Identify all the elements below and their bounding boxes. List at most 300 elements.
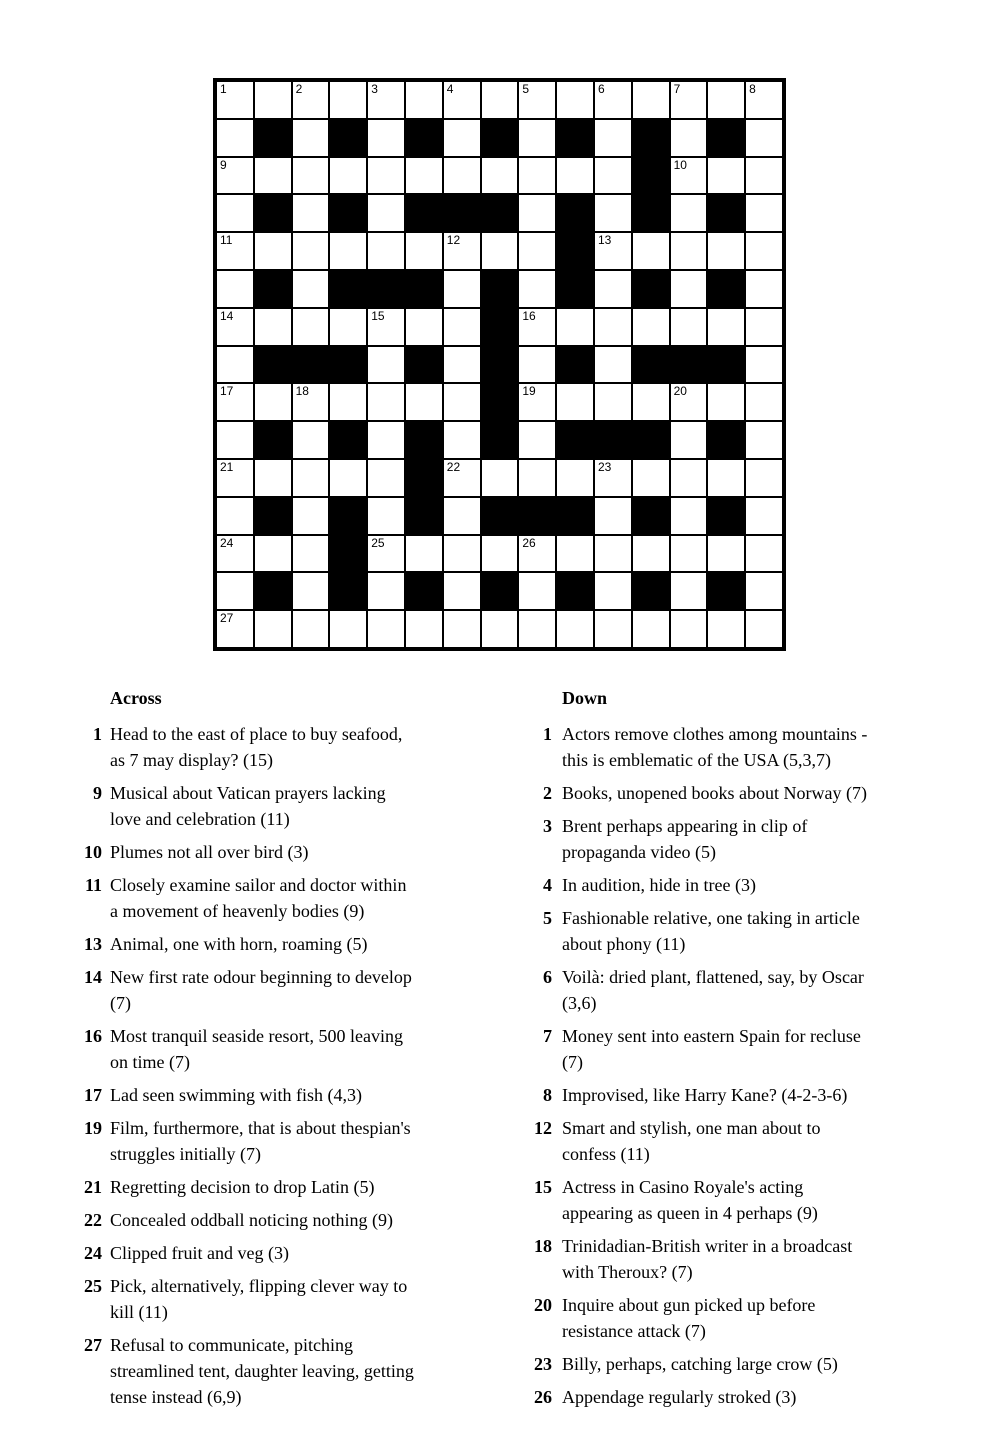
grid-cell[interactable] [255,460,291,496]
grid-cell[interactable] [406,82,442,118]
grid-cell[interactable] [746,498,782,534]
grid-cell[interactable] [482,611,518,647]
clue-text-line: Money sent into eastern Spain for recluse [562,1026,861,1046]
clue-text-line: about phony (11) [562,934,686,954]
grid-cell[interactable] [293,384,329,420]
clue-number: 26 [534,1387,552,1407]
black-cell [633,195,669,231]
grid-cell[interactable] [519,309,555,345]
across-clues-section [64,687,494,1417]
grid-cell[interactable] [255,233,291,269]
grid-cell[interactable] [330,82,366,118]
grid-cell[interactable] [330,611,366,647]
clue-text [562,1233,852,1285]
grid-cell[interactable] [217,120,253,156]
grid-cell[interactable] [595,460,631,496]
grid-cell[interactable] [746,422,782,458]
black-cell [557,347,593,383]
clue-number: 19 [84,1118,102,1138]
clue-text-line: (7) [110,993,131,1013]
grid-cell[interactable] [444,536,480,572]
grid-cell[interactable] [595,573,631,609]
grid-cell[interactable] [746,384,782,420]
down-clue-12 [514,1115,964,1167]
cell-number: 24 [220,535,234,550]
black-cell [633,158,669,194]
grid-cell[interactable] [671,536,707,572]
black-cell [330,536,366,572]
grid-cell[interactable] [746,82,782,118]
clue-text-line: In audition, hide in tree (3) [562,875,756,895]
clue-text-line: Voilà: dried plant, flattened, say, by Oscar [562,967,864,987]
grid-cell[interactable] [217,536,253,572]
clue-text [110,1332,414,1410]
cell-number: 18 [295,384,309,399]
grid-cell[interactable] [444,498,480,534]
grid-cell[interactable] [708,611,744,647]
down-clues-section [514,687,964,1417]
cell-number: 9 [220,157,227,172]
clue-number: 4 [543,875,552,895]
grid-cell[interactable] [595,158,631,194]
grid-cell[interactable] [557,536,593,572]
black-cell [708,422,744,458]
black-cell [444,195,480,231]
grid-cell[interactable] [708,309,744,345]
grid-cell[interactable] [217,498,253,534]
clue-text [110,1240,289,1266]
grid-cell[interactable] [746,271,782,307]
down-clue-7 [514,1023,964,1075]
grid-cell[interactable] [255,384,291,420]
grid-cell[interactable] [293,611,329,647]
grid-cell[interactable] [368,233,404,269]
black-cell [557,498,593,534]
grid-cell[interactable] [708,384,744,420]
grid-cell[interactable] [406,309,442,345]
grid-cell[interactable] [293,309,329,345]
grid-cell[interactable] [671,460,707,496]
grid-cell[interactable] [633,460,669,496]
grid-cell[interactable] [595,233,631,269]
black-cell [255,498,291,534]
grid-cell[interactable] [671,422,707,458]
cell-number: 3 [371,82,378,96]
clue-number: 23 [534,1354,552,1374]
grid-cell[interactable] [519,120,555,156]
grid-cell[interactable] [557,158,593,194]
clue-number: 1 [93,724,102,744]
grid-cell[interactable] [368,611,404,647]
grid-cell[interactable] [368,498,404,534]
grid-cell[interactable] [293,422,329,458]
clue-text [110,780,386,832]
grid-cell[interactable] [293,158,329,194]
clue-text-line: resistance attack (7) [562,1321,706,1341]
clue-text-line: Refusal to communicate, pitching [110,1335,353,1355]
grid-cell[interactable] [444,347,480,383]
clue-text [110,1082,362,1108]
grid-cell[interactable] [444,422,480,458]
clue-number: 3 [543,816,552,836]
black-cell [330,120,366,156]
grid-cell[interactable] [557,460,593,496]
grid-cell[interactable] [671,384,707,420]
grid-cell[interactable] [368,536,404,572]
cell-number: 4 [446,82,454,96]
grid-cell[interactable] [746,573,782,609]
cell-number: 1 [220,82,227,96]
grid-cell[interactable] [482,536,518,572]
cell-number: 17 [220,384,234,399]
grid-cell[interactable] [519,347,555,383]
black-cell [482,498,518,534]
grid-cell[interactable] [557,611,593,647]
grid-cell[interactable] [368,460,404,496]
clue-text [562,1174,818,1226]
grid-cell[interactable] [406,611,442,647]
across-clue-9 [64,780,494,832]
grid-cell[interactable] [255,536,291,572]
black-cell [330,347,366,383]
grid-cell[interactable] [444,384,480,420]
grid-cell[interactable] [746,120,782,156]
grid-cell[interactable] [368,82,404,118]
grid-cell[interactable] [557,82,593,118]
black-cell [482,573,518,609]
clue-text [110,839,308,865]
grid-cell[interactable] [557,384,593,420]
clue-text [562,1082,847,1108]
grid-cell[interactable] [293,498,329,534]
grid-cell[interactable] [633,611,669,647]
grid-cell[interactable] [255,82,291,118]
grid-cell[interactable] [330,233,366,269]
grid-cell[interactable] [671,271,707,307]
clue-text [110,1115,411,1167]
grid-cell[interactable] [519,384,555,420]
down-clue-20 [514,1292,964,1344]
clue-text-line: on time (7) [110,1052,190,1072]
grid-cell[interactable] [595,611,631,647]
black-cell [255,422,291,458]
cell-number: 8 [749,82,756,96]
black-cell [482,422,518,458]
cell-number: 12 [446,233,461,248]
clue-text [562,1023,861,1075]
clue-number: 22 [84,1210,102,1230]
grid-cell[interactable] [444,233,480,269]
grid-cell[interactable] [330,309,366,345]
across-clue-25 [64,1273,494,1325]
clue-text-line: Animal, one with horn, roaming (5) [110,934,368,954]
grid-cell[interactable] [255,611,291,647]
clue-text [562,872,756,898]
grid-cell[interactable] [519,573,555,609]
clue-number: 1 [543,724,552,744]
clue-text [110,1207,393,1233]
clue-text-line: Lad seen swimming with fish (4,3) [110,1085,362,1105]
grid-cell[interactable] [671,233,707,269]
down-clue-3 [514,813,964,865]
grid-cell[interactable] [595,536,631,572]
clue-number: 25 [84,1276,102,1296]
clue-number: 24 [84,1243,102,1263]
grid-cell[interactable] [708,460,744,496]
clue-number: 18 [534,1236,552,1256]
grid-cell[interactable] [746,460,782,496]
cell-number: 27 [220,611,234,626]
grid-cell[interactable] [519,233,555,269]
down-clue-2 [514,780,964,806]
grid-cell[interactable] [708,233,744,269]
grid-cell[interactable] [368,573,404,609]
grid-cell[interactable] [482,82,518,118]
clue-text-line: Regretting decision to drop Latin (5) [110,1177,375,1197]
grid-cell[interactable] [746,233,782,269]
grid-cell[interactable] [406,536,442,572]
grid-cell[interactable] [217,82,253,118]
grid-cell[interactable] [406,233,442,269]
grid-cell[interactable] [595,384,631,420]
cell-number: 5 [522,82,530,96]
black-cell [708,573,744,609]
black-cell [330,498,366,534]
grid-cell[interactable] [633,309,669,345]
grid-cell[interactable] [671,120,707,156]
cell-number: 21 [220,459,234,474]
grid-cell[interactable] [519,611,555,647]
grid-cell[interactable] [557,309,593,345]
grid-cell[interactable] [217,573,253,609]
grid-cell[interactable] [746,611,782,647]
grid-cell[interactable] [595,498,631,534]
grid-cell[interactable] [330,460,366,496]
grid-cell[interactable] [293,271,329,307]
clue-text-line: Billy, perhaps, catching large crow (5) [562,1354,838,1374]
grid-cell[interactable] [217,347,253,383]
black-cell [406,271,442,307]
cell-number: 22 [446,459,461,474]
black-cell [330,573,366,609]
grid-cell[interactable] [519,82,555,118]
grid-cell[interactable] [519,271,555,307]
clue-text [562,721,867,773]
grid-cell[interactable] [633,536,669,572]
black-cell [406,120,442,156]
across-clue-19 [64,1115,494,1167]
grid-cell[interactable] [708,536,744,572]
grid-cell[interactable] [595,347,631,383]
grid-cell[interactable] [293,120,329,156]
clue-number: 8 [543,1085,552,1105]
grid-cell[interactable] [217,158,253,194]
grid-cell[interactable] [595,120,631,156]
grid-cell[interactable] [368,347,404,383]
clue-text-line: with Theroux? (7) [562,1262,693,1282]
down-clue-list [514,721,964,1410]
clue-text-line: Head to the east of place to buy seafood, [110,724,403,744]
black-cell [708,271,744,307]
across-clue-24 [64,1240,494,1266]
black-cell [708,120,744,156]
clue-text-line: Trinidadian-British writer in a broadcast [562,1236,853,1256]
grid-cell[interactable] [708,158,744,194]
grid-cell[interactable] [293,195,329,231]
grid-cell[interactable] [671,195,707,231]
grid-cell[interactable] [746,536,782,572]
black-cell [406,422,442,458]
grid-cell[interactable] [368,309,404,345]
black-cell [671,347,707,383]
across-clue-21 [64,1174,494,1200]
black-cell [255,347,291,383]
clue-text [562,964,864,1016]
grid-cell[interactable] [519,422,555,458]
black-cell [482,384,518,420]
black-cell [557,573,593,609]
down-clue-4 [514,872,964,898]
grid-cell[interactable] [293,82,329,118]
down-heading: Down [562,688,608,708]
grid-cell[interactable] [406,158,442,194]
black-cell [482,120,518,156]
grid-cell[interactable] [217,422,253,458]
clue-number: 20 [534,1295,552,1315]
clue-number: 2 [543,783,552,803]
clue-text [110,721,402,773]
black-cell [255,271,291,307]
grid-cell[interactable] [217,195,253,231]
clue-number: 6 [543,967,552,987]
across-clue-list [64,721,494,1410]
grid-cell[interactable] [217,384,253,420]
grid-cell[interactable] [293,536,329,572]
grid-cell[interactable] [595,309,631,345]
black-cell [633,422,669,458]
grid-cell[interactable] [330,384,366,420]
grid-cell[interactable] [633,233,669,269]
black-cell [406,347,442,383]
grid-cell[interactable] [444,460,480,496]
grid-cell[interactable] [293,573,329,609]
grid-cell[interactable] [746,195,782,231]
down-clue-26 [514,1384,964,1410]
grid-cell[interactable] [368,120,404,156]
grid-cell[interactable] [746,309,782,345]
clue-number: 9 [93,783,102,803]
clue-text [110,1174,374,1200]
grid-cell[interactable] [444,309,480,345]
clue-number: 15 [534,1177,552,1197]
grid-cell[interactable] [671,158,707,194]
cell-number: 7 [673,82,681,96]
grid-cell[interactable] [671,82,707,118]
cell-number: 13 [597,233,612,248]
grid-cell[interactable] [255,158,291,194]
black-cell [557,422,593,458]
grid-cell[interactable] [255,309,291,345]
grid-cell[interactable] [633,82,669,118]
down-clue-5 [514,905,964,957]
grid-cell[interactable] [595,271,631,307]
clue-text-line: Books, unopened books about Norway (7) [562,783,867,803]
grid-cell[interactable] [406,384,442,420]
black-cell [330,422,366,458]
grid-cell[interactable] [519,460,555,496]
grid-cell[interactable] [444,271,480,307]
black-cell [406,460,442,496]
grid-cell[interactable] [217,611,253,647]
grid-cell[interactable] [708,82,744,118]
grid-cell[interactable] [746,158,782,194]
clue-number: 27 [84,1335,102,1355]
grid-cell[interactable] [217,233,253,269]
cell-number: 15 [371,308,385,323]
grid-cell[interactable] [595,195,631,231]
clue-text-line: Actors remove clothes among mountains - [562,724,868,744]
grid-cell[interactable] [482,460,518,496]
grid-cell[interactable] [444,120,480,156]
grid-cell[interactable] [746,347,782,383]
grid-cell[interactable] [671,573,707,609]
grid-cell[interactable] [633,384,669,420]
black-cell [482,347,518,383]
grid-cell[interactable] [368,158,404,194]
across-clue-16 [64,1023,494,1075]
grid-cell[interactable] [595,82,631,118]
grid-cell[interactable] [444,573,480,609]
grid-cell[interactable] [671,498,707,534]
grid-cell[interactable] [671,611,707,647]
grid-cell[interactable] [368,422,404,458]
grid-cell[interactable] [217,271,253,307]
grid-cell[interactable] [368,195,404,231]
clue-text [110,964,412,1016]
black-cell [595,422,631,458]
grid-cell[interactable] [519,536,555,572]
grid-cell[interactable] [519,195,555,231]
across-clue-11 [64,872,494,924]
grid-cell[interactable] [293,460,329,496]
grid-cell[interactable] [519,158,555,194]
grid-cell[interactable] [482,233,518,269]
black-cell [330,195,366,231]
down-clue-23 [514,1351,964,1377]
grid-cell[interactable] [444,82,480,118]
grid-cell[interactable] [368,384,404,420]
grid-cell[interactable] [293,233,329,269]
grid-cell[interactable] [217,309,253,345]
grid-cell[interactable] [217,460,253,496]
black-cell [557,271,593,307]
clue-number: 17 [84,1085,102,1105]
grid-cell[interactable] [671,309,707,345]
black-cell [406,498,442,534]
grid-cell[interactable] [330,158,366,194]
clue-text-line: Brent perhaps appearing in clip of [562,816,808,836]
grid-cell[interactable] [482,158,518,194]
grid-cell[interactable] [444,158,480,194]
clue-text-line: tense instead (6,9) [110,1387,242,1407]
grid-cell[interactable] [444,611,480,647]
clue-text-line: streamlined tent, daughter leaving, getting [110,1361,414,1381]
clue-text-line: Actress in Casino Royale's acting [562,1177,804,1197]
clue-text [562,780,867,806]
clue-text [562,1115,820,1167]
clue-text-line: Plumes not all over bird (3) [110,842,309,862]
clue-number: 12 [534,1118,552,1138]
